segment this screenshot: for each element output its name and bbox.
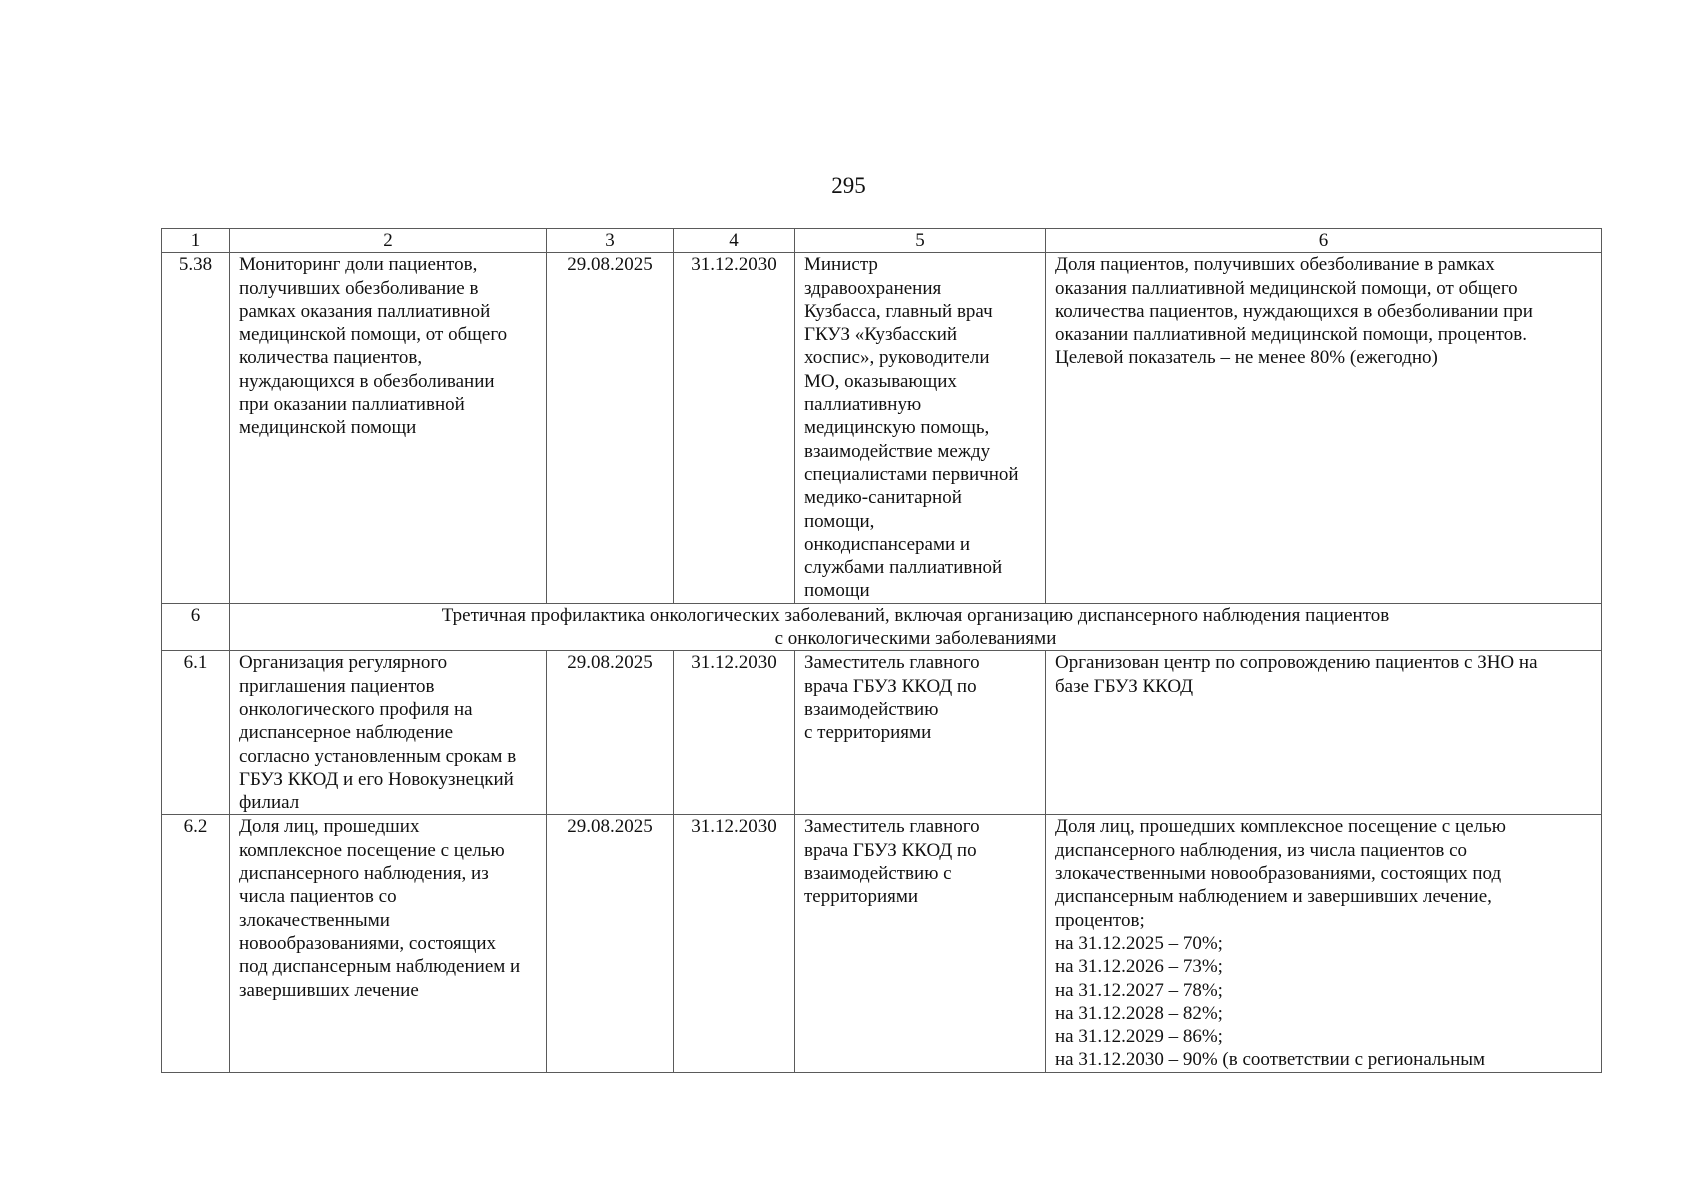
- column-header-6: 6: [1046, 229, 1602, 253]
- measure-cell: [230, 253, 547, 603]
- text-line: взаимодействию: [804, 698, 939, 720]
- text-line: филиал: [239, 792, 300, 814]
- text-line: с территориями: [804, 722, 932, 744]
- text-line: ГКУЗ «Кузбасский: [804, 324, 958, 346]
- text-line: Кузбасса, главный врач: [804, 300, 993, 322]
- text-line: ГБУЗ ККОД и его Новокузнецкий: [239, 768, 514, 790]
- text-line: службами паллиативной: [804, 557, 1003, 579]
- text-line: медицинскую помощь,: [804, 417, 990, 439]
- responsible-cell: [795, 815, 1046, 1072]
- column-header-1: 1: [162, 229, 230, 253]
- text-line: количества пациентов,: [239, 347, 423, 369]
- column-header-3: 3: [547, 229, 674, 253]
- column-number-row: [162, 229, 1602, 253]
- text-line: помощи: [804, 580, 870, 602]
- text-line: Доля пациентов, получивших обезболивание в рамках: [1055, 254, 1495, 276]
- result-cell: [1046, 815, 1602, 1072]
- activity-table: [161, 228, 1602, 1073]
- text-line: при оказании паллиативной: [239, 394, 465, 416]
- text-line: злокачественными новообразованиями, состоящих под: [1055, 863, 1502, 885]
- end-date: 31.12.2030: [674, 815, 795, 1072]
- text-line: на 31.12.2025 – 70%;: [1055, 932, 1223, 954]
- text-line: Мониторинг доли пациентов,: [239, 254, 478, 276]
- text-line: Министр: [804, 254, 878, 276]
- responsible-cell: [795, 651, 1046, 815]
- table-row: [162, 253, 1602, 603]
- text-line: Заместитель главного: [804, 652, 980, 674]
- table-row: [162, 651, 1602, 815]
- text-line: приглашения пациентов: [239, 675, 435, 697]
- text-line: онкологического профиля на: [239, 698, 473, 720]
- text-line: согласно установленным срокам в: [239, 745, 517, 767]
- text-line: оказании паллиативной медицинской помощи, процентов.: [1055, 324, 1527, 346]
- text-line: онкодиспансерами и: [804, 533, 971, 555]
- text-line: медицинской помощи, от общего: [239, 324, 508, 346]
- text-line: Доля лиц, прошедших: [239, 816, 420, 838]
- text-line: оказания паллиативной медицинской помощи, от общего: [1055, 277, 1518, 299]
- text-line: паллиативную: [804, 394, 922, 416]
- section-title: [230, 603, 1602, 651]
- result-cell: [1046, 651, 1602, 815]
- text-line: специалистами первичной: [804, 463, 1019, 485]
- text-line: врача ГБУЗ ККОД по: [804, 839, 977, 861]
- text-line: помощи,: [804, 510, 875, 532]
- end-date: 31.12.2030: [674, 253, 795, 603]
- text-line: рамках оказания паллиативной: [239, 300, 491, 322]
- responsible-cell: [795, 253, 1046, 603]
- text-line: на 31.12.2027 – 78%;: [1055, 979, 1223, 1001]
- text-line: завершивших лечение: [239, 979, 419, 1001]
- text-line: медицинской помощи: [239, 417, 417, 439]
- text-line: диспансерного наблюдения, из: [239, 863, 489, 885]
- text-line: диспансерное наблюдение: [239, 722, 454, 744]
- text-line: базе ГБУЗ ККОД: [1055, 675, 1194, 697]
- text-line: Доля лиц, прошедших комплексное посещение с целью: [1055, 816, 1506, 838]
- text-line: МО, оказывающих: [804, 370, 957, 392]
- text-line: на 31.12.2029 – 86%;: [1055, 1026, 1223, 1048]
- text-line: территориями: [804, 886, 919, 908]
- text-line: злокачественными: [239, 909, 390, 931]
- section-row: [162, 603, 1602, 651]
- text-line: врача ГБУЗ ККОД по: [804, 675, 977, 697]
- text-line: диспансерным наблюдением и завершивших лечение,: [1055, 886, 1492, 908]
- start-date: 29.08.2025: [547, 253, 674, 603]
- text-line: здравоохранения: [804, 277, 942, 299]
- text-line: Организован центр по сопровождению пациентов с ЗНО на: [1055, 652, 1538, 674]
- text-line: взаимодействию с: [804, 863, 952, 885]
- text-line: взаимодействие между: [804, 440, 991, 462]
- text-line: диспансерного наблюдения, из числа пациентов со: [1055, 839, 1468, 861]
- text-line: получивших обезболивание в: [239, 277, 479, 299]
- measure-cell: [230, 651, 547, 815]
- page-number: 295: [831, 173, 866, 198]
- text-line: Заместитель главного: [804, 816, 980, 838]
- start-date: 29.08.2025: [547, 815, 674, 1072]
- start-date: 29.08.2025: [547, 651, 674, 815]
- text-line: количества пациентов, нуждающихся в обезболивании при: [1055, 300, 1533, 322]
- row-number: 6.1: [162, 651, 230, 815]
- text-line: под диспансерным наблюдением и: [239, 956, 521, 978]
- column-header-5: 5: [795, 229, 1046, 253]
- text-line: хоспис», руководители: [804, 347, 990, 369]
- text-line: процентов;: [1055, 909, 1145, 931]
- row-number: 5.38: [162, 253, 230, 603]
- text-line: Целевой показатель – не менее 80% (ежегодно): [1055, 347, 1438, 369]
- measure-cell: [230, 815, 547, 1072]
- end-date: 31.12.2030: [674, 651, 795, 815]
- table-row: [162, 815, 1602, 1072]
- text-line: нуждающихся в обезболивании: [239, 370, 495, 392]
- text-line: новообразованиями, состоящих: [239, 932, 496, 954]
- column-header-4: 4: [674, 229, 795, 253]
- text-line: на 31.12.2028 – 82%;: [1055, 1002, 1223, 1024]
- text-line: на 31.12.2030 – 90% (в соответствии с региональным: [1055, 1049, 1486, 1071]
- text-line: Организация регулярного: [239, 652, 448, 674]
- text-line: медико-санитарной: [804, 487, 962, 509]
- section-number: 6: [162, 603, 230, 651]
- text-line: Третичная профилактика онкологических заболеваний, включая организацию диспансерного наблюдения пациентов: [441, 604, 1390, 626]
- text-line: числа пациентов со: [239, 886, 397, 908]
- column-header-2: 2: [230, 229, 547, 253]
- text-line: комплексное посещение с целью: [239, 839, 505, 861]
- text-line: на 31.12.2026 – 73%;: [1055, 956, 1223, 978]
- text-line: с онкологическими заболеваниями: [774, 628, 1057, 650]
- row-number: 6.2: [162, 815, 230, 1072]
- result-cell: [1046, 253, 1602, 603]
